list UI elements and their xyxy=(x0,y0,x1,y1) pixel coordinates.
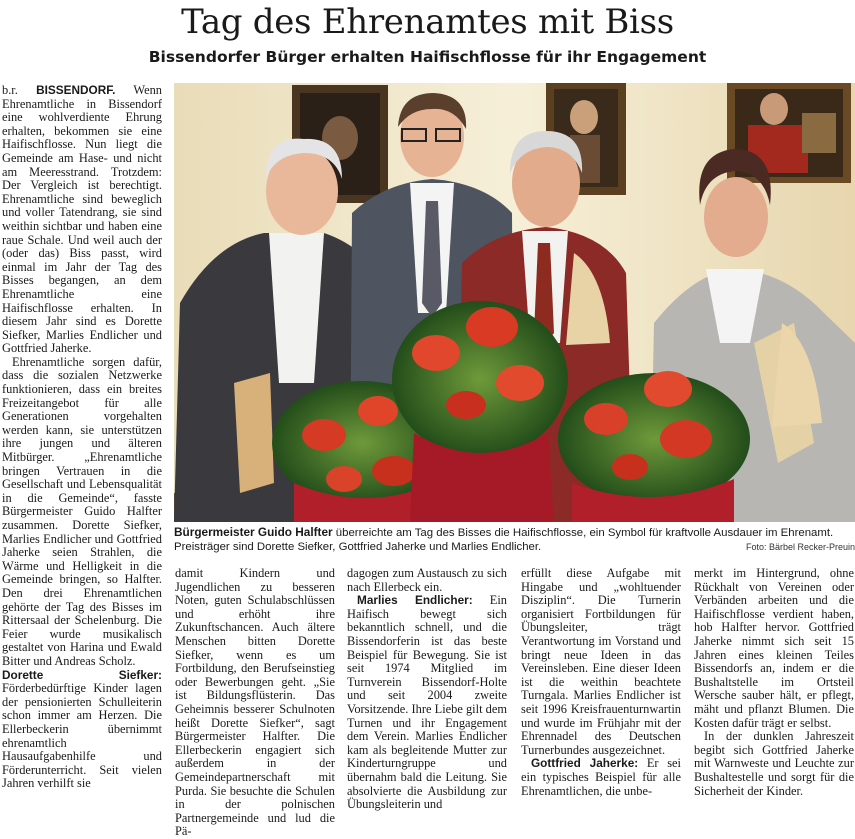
paragraph: Ehrenamtliche sorgen dafür, dass die sozialen Netzwerke funktionieren, dass ein breites Freizeitangebot für alle Generationen vorgehalten werden kann, sie unterstützen ihre jungen und älteren Mitbürger. „Ehrenamtliche bringen Vertrauen in die Gesellschaft und Lebensqualität in die Gemeinde“, fasste Bürgermeister Guido Halfter zusammen. Dorette Siefker, Marlies Endlicher und Gottfried Jaherke seien Strahlen, die Wärme und Helligkeit in die Gemeinde bringen, so Halfter. Den drei Ehrenamtlichen gehörte der Tag des Bisses im Rittersaal der Schelenburg. Die Feier wurde musikalisch gestaltet von Harina und Ewald Bitter und Andreas Scholz. xyxy=(2,354,162,668)
paragraph: merkt im Hintergrund, ohne Rückhalt von Vereinen oder Verbänden arbeiten und die Haifischflosse verdient haben, hob Halfter hervor. Gottfried Jaherke nimmt sich seit 15 Jahren eines kleinen Teiles Bissendorfs an, indem er die Bushaltstelle im Ortsteil Wersche sauber hält, er pflegt, mäht und pflanzt Blumen. Die Kosten dafür trägt er selbst. xyxy=(694,566,854,730)
paragraph: erfüllt diese Aufgabe mit Hingabe und „wohltuender Disziplin“. Die Turnerin organisiert Fortbildungen für Übungsleiter, trägt Verantwortung im Vorstand und bringt neue Ideen in das Vereinsleben. Eine dieser Ideen ist die weithin beachtete Turngala. Marlies Endlicher ist seit 1996 Kreisfrauenturnwartin und wurde im Frühjahr mit der Ehrennadel des Deutschen Turnerbundes ausgezeichnet. xyxy=(521,566,681,757)
caption-text: überreichte am Tag des Bisses die Haifischflosse, ein Symbol für kraftvolle Ausdauer im Ehrenamt. Preisträger sind Dorette Siefker, Gottfried Jaherke und Marlies Endlicher. xyxy=(174,527,834,553)
photo-credit: Foto: Bärbel Recker-Preuin xyxy=(745,542,855,552)
paragraph-intro xyxy=(2,84,162,356)
paragraph-text: Förderbedürftige Kinder lagen der pensionierten Schulleiterin schon immer am Herzen. Die Ellerbeckerin übernimmt ehrenamtlich Hausaufgabenhilfe und Förderunterricht. Seit vielen Jahren verhilft sie xyxy=(2,681,162,791)
paragraph-siefker xyxy=(2,669,162,791)
subheadline: Bissendorfer Bürger erhalten Haifischflosse für ihr Engagement xyxy=(148,48,707,66)
article-column-5 xyxy=(694,567,854,816)
paragraph-text: Wenn Ehrenamtliche in Bissendorf eine wohlverdiente Ehrung erhalten, bekommen sie eine Haifischflosse. Nun liegt die Gemeinde am Hase- und nicht am Meeresstrand. Trotzdem: Der Vergleich ist berechtigt. Ehrenamtliche sind beweglich und voller Tatendrang, sie sind weithin sichtbar und haben eine raue Schale. Und weil auch der (oder das) Biss passt, wird einmal im Jahr der Tag des Bisses begangen, an dem Ehrenamtliche eine Haifischflosse erhalten. In diesem Jahr sind es Dorette Siefker, Marlies Endlicher und Gottfried Jaherke. xyxy=(2,83,162,356)
article-column-3 xyxy=(347,567,507,816)
paragraph: damit Kindern und Jugendlichen zu besseren Noten, guten Schulabschlüssen und erhöht ihre Zukunftschancen. Auch ältere Menschen bitten Dorette Siefker, wenn es um Fortbildung, den Berufseinstieg oder Bewerbungen geht. „Sie ist Bildungsflüsterin. Das Geheimnis besserer Schulnoten heißt Dorette Siefker“, sagt Bürgermeister Halfter. Die Ellerbeckerin engagiert sich außerdem in der Gemeindepartnerschaft mit Purda. Sie besuchte die Schulen in der polnischen Partnergemeinde und lud die Pä- xyxy=(175,566,335,839)
caption-name: Bürgermeister Guido Halfter xyxy=(174,525,333,539)
paragraph-text: Ein Haifisch bewegt sich bekanntlich schnell, und die Bissendorferin ist das beste Beispiel für Bewegung. Sie ist seit 1974 Mitglied im Turnverein Bissendorf-Holte und seit 2004 zweite Vorsitzende. Ihre Liebe gilt dem Turnen und ihr Engagement dem Verein. Marlies Endlicher kam als begleitende Mutter zur Kinderturngruppe und übernahm bald die Leitung. Sie absolvierte die Ausbildung zur Übungsleiterin und xyxy=(347,593,507,812)
place-name: BISSENDORF. xyxy=(36,83,116,97)
paragraph-endlicher xyxy=(347,594,507,812)
subheading-endlicher: Marlies Endlicher: xyxy=(357,593,473,608)
subheading-siefker: Dorette Siefker: xyxy=(2,667,162,682)
paragraph: In der dunklen Jahreszeit begibt sich Gottfried Jaherke mit Warnweste und Leuchte zur Bushaltestelle und sorgt für die Sicherheit der Kinder. xyxy=(694,729,854,798)
paragraph-jaherke xyxy=(521,757,681,798)
article-column-4 xyxy=(521,567,681,816)
dateline: b.r. xyxy=(2,83,37,97)
article-photo xyxy=(174,83,855,522)
bouquet-right xyxy=(558,371,750,522)
article-column-1 xyxy=(2,84,162,816)
headline: Tag des Ehrenamtes mit Biss xyxy=(181,2,674,42)
photo-illustration xyxy=(174,83,855,522)
subheading-jaherke: Gottfried Jaherke: xyxy=(531,756,639,771)
bouquet-center xyxy=(392,301,568,522)
article-column-2 xyxy=(175,566,335,839)
paragraph: dagogen zum Austausch zu sich nach Ellerbeck ein. xyxy=(347,566,507,594)
paragraph-text: Er sei ein typisches Beispiel für alle Ehrenamtlichen, die unbe- xyxy=(521,756,681,798)
